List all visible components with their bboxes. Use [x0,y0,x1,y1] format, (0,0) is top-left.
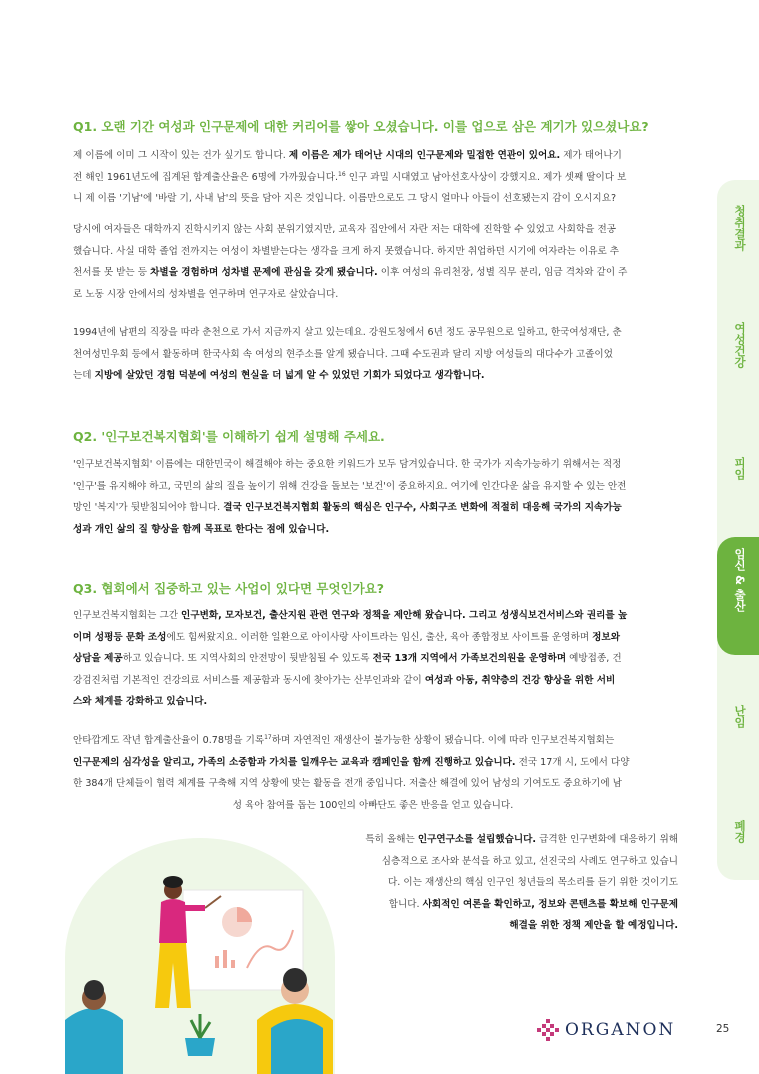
q1-paragraph-2: 당시에 여자들은 대학까지 진학시키지 않는 사회 분위기였지만, 교육자 집안에서 자란 저는 대학에 진학할 수 있었고 사회학을 전공 했습니다. 사실 대학 졸업 전까지는 여성이 차별받는다는 생각을 크게 하지 못했습니다. 하지만 취업하던 시기에 여자라는 이유로 추 천서를 못 받는 등 차별을 경험하며 성차별 문제에 관심을 갖게 됐습니다. 이후 여성의 유리천장, 성별 직무 분리, 임금 격차와 같이 주 로 노동 시장 안에서의 성차별을 연구하며 연구자로 살았습니다. [73,224,628,300]
presenter-shirt [159,899,187,943]
q3-paragraph-3: 특히 올해는 인구연구소를 설립했습니다. 급격한 인구변화에 대응하기 위해 심층적으로 조사와 분석을 하고 있고, 선진국의 사례도 연구하고 있습니 다. 이는 재생산의 핵심 인구인 청년들의 목소리를 듣기 위한 것이기도 합니다. 사회적인 여론을 확인하고, 정보와 콘텐츠를 확보해 인구문제 해결을 위한 정책 제안을 할 예정입니다. [365,834,678,931]
q1-paragraph-1: 제 이름에 이미 그 시작이 있는 건가 싶기도 합니다. 제 이름은 제가 태어난 시대의 인구문제와 밀접한 연관이 있어요. 제가 태어나기 전 해인 1961년도에 집계된 합계출산율은 6명에 가까웠습니다.$^{16}$ 인구 과밀 시대였고 남아선호사상이 강했지요. 제가 셋째 딸이다 보 니 제 이름 '기남'에 '바랄 기, 사내 남'의 뜻을 담아 지은 것입니다. 이름만으로도 그 당시 얼마나 아들이 선호됐는지 감이 오시지요? [73,150,627,204]
q2-paragraph: '인구보건복지협회' 이름에는 대한민국이 해결해야 하는 중요한 키워드가 모두 담겨있습니다. 한 국가가 지속가능하기 위해서는 적정 '인구'를 유지해야 하고, 국민의 삶의 질을 높이기 위해 건강을 돌보는 '보건'이 중요하지요. 여기에 인간다운 삶을 유지할 수 있는 안전 망인 '복지'가 뒷받침되어야 합니다. 결국 인구보건복지협회 활동의 핵심은 인구수, 사회구조 변화에 적절히 대응해 국가의 지속가능 성과 개인 삶의 질 향상을 함께 목표로 한다는 점에 있습니다. [73,459,627,535]
page-number: 25 [716,1023,730,1035]
q3-title: Q3. 협회에서 집중하고 있는 사업이 있다면 무엇인가요? [73,581,385,596]
side-tab-bg [717,180,759,880]
q1-paragraph-3: 1994년에 남편의 직장을 따라 춘천으로 가서 지금까지 살고 있는데요. 강원도청에서 6년 정도 공무원으로 일하고, 한국여성재단, 춘 천여성민우회 등에서 활동하며 한국사회 속 여성의 현주소를 알게 됐습니다. 그때 수도권과 달리 지방 여성들의 대다수가 고졸이었 는데 지방에 살았던 경험 덕분에 여성의 현실을 더 넓게 알 수 있었던 기회가 되었다고 생각합니다. [73,327,622,381]
audience-person-1 [65,1008,123,1074]
plant-pot-icon [185,1038,215,1056]
organon-wordmark: ORGANON [565,1020,676,1040]
side-tab-pregnancy[interactable]: 임신 & 출산 [733,548,747,613]
side-tab-infertility[interactable]: 난임 [733,705,747,728]
organon-cross-icon [537,1019,559,1041]
q3-paragraph-2: 안타깝게도 작년 합계출산율이 0.78명을 기록$^{17}$하며 자연적인 재생산이 불가능한 상황이 됐습니다. 이에 따라 인구보건복지협회는 인구문제의 심각성을 알리고, 가족의 소중함과 가치를 일깨우는 교육과 캠페인을 함께 진행하고 있습니다. 전국 17개 시, 도에서 다양 한 384개 단체들이 협력 체계를 구축해 지역 상황에 맞는 활동을 전개 중입니다. 저출산 해결에 있어 남성의 기여도도 중요하기에 남 성 육아 참여를 돕는 100인의 아빠단도 좋은 반응을 얻고 있습니다. [73,733,630,811]
side-tab-contraception[interactable]: 피임 [733,457,747,480]
q3-paragraph-1: 인구보건복지협회는 그간 인구변화, 모자보건, 출산지원 관련 연구와 정책을 제안해 왔습니다. 그리고 성생식보건서비스와 권리를 높 이며 성평등 문화 조성에도 힘써왔지요. 이러한 일환으로 아이사랑 사이트라는 임신, 출산, 육아 종합정보 사이트를 운영하며 정보와 상담을 제공하고 있습니다. 또 지역사회의 안전망이 뒷받침될 수 있도록 전국 13개 지역에서 가족보건의원을 운영하며 예방접종, 건 강검진처럼 기본적인 건강의료 서비스를 제공함과 동시에 찾아가는 산부인과와 같이 여성과 아동, 취약층의 건강 향상을 위한 서비 스와 체계를 강화하고 있습니다. [73,610,628,707]
side-tab-womens-health[interactable]: 여성건강 [733,322,747,368]
q2-title: Q2. '인구보건복지협회'를 이해하기 쉽게 설명해 주세요. [73,429,385,444]
organon-logo [537,1019,675,1041]
q1-title: Q1. 오랜 기간 여성과 인구문제에 대한 커리어를 쌓아 오셨습니다. 이를 업으로 삼은 계기가 있으셨나요? [73,119,649,134]
side-tab-menopause[interactable]: 폐경 [733,820,747,843]
presentation-illustration [65,838,335,1074]
side-tab-survey[interactable]: 청취결과 [733,205,747,251]
